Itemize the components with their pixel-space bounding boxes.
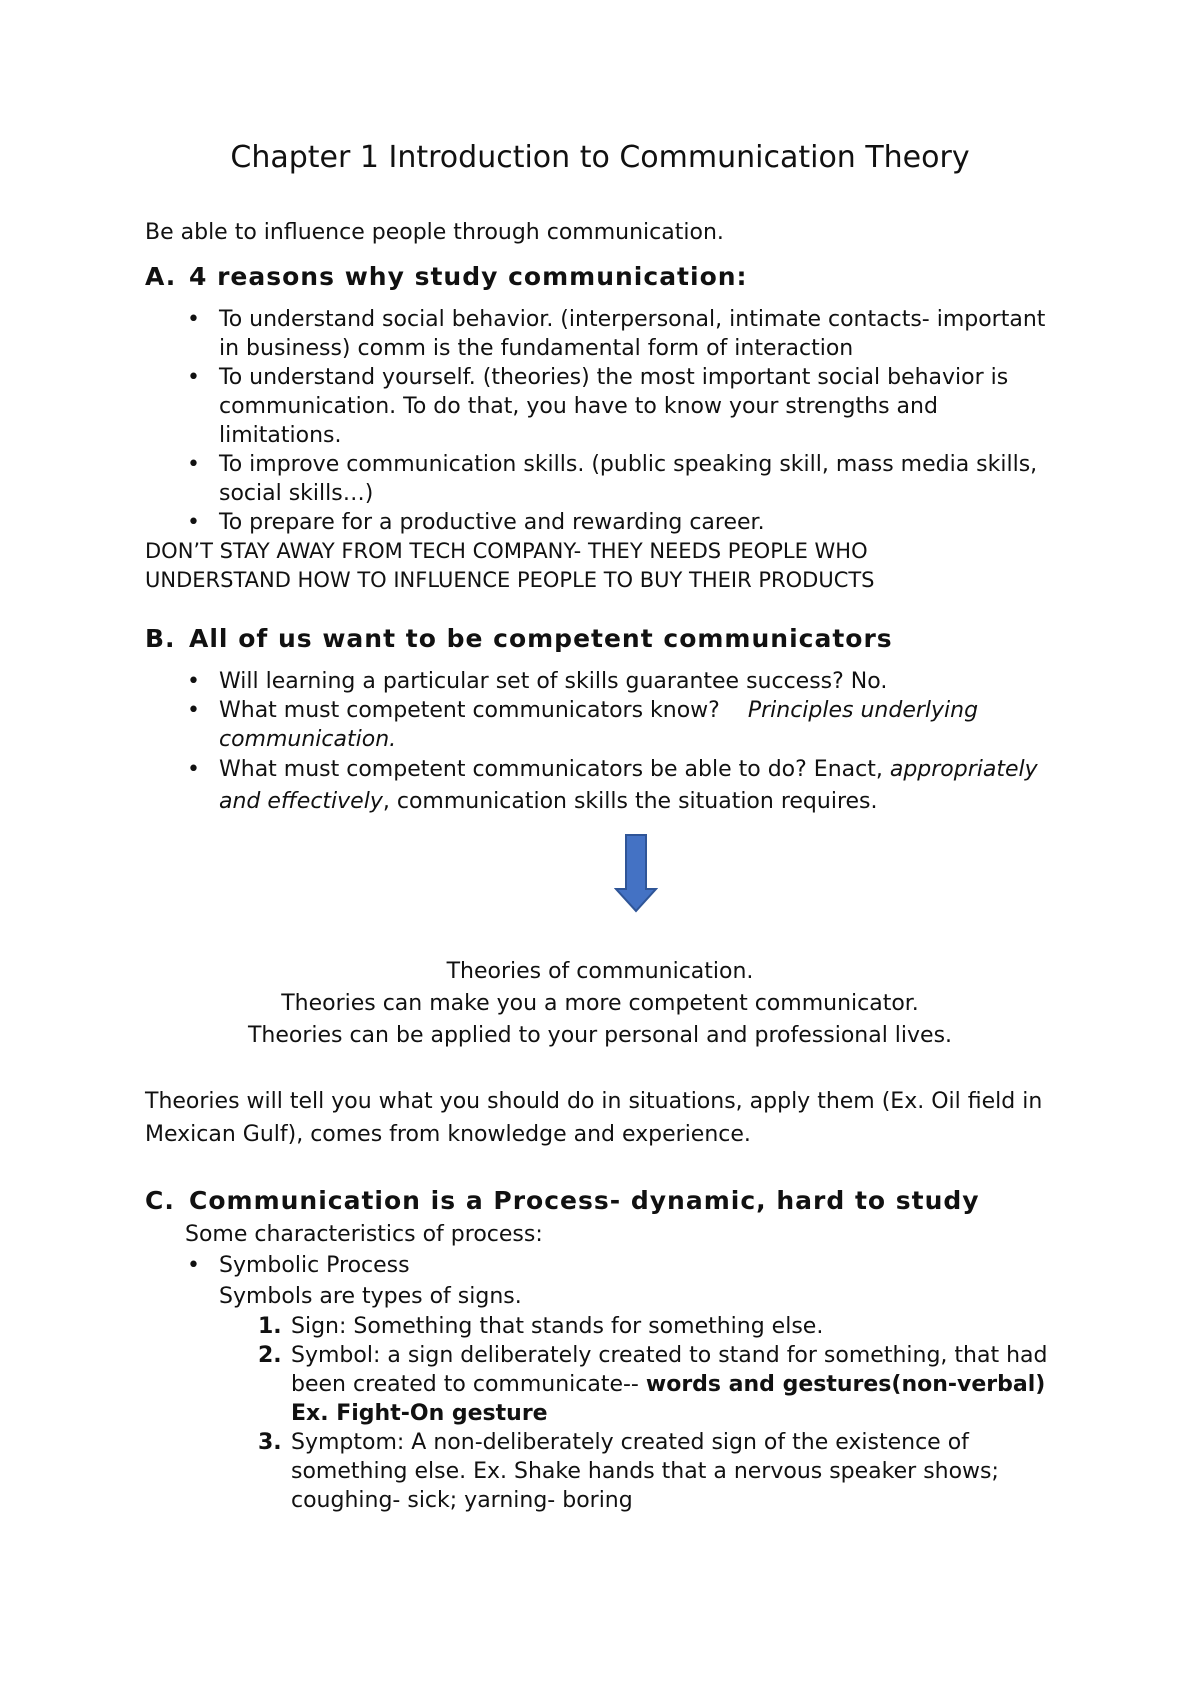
question-text: What must competent communicators be able to do? Enact,	[219, 757, 883, 782]
intro-text: Be able to influence people through communication.	[145, 220, 724, 245]
section-a-heading	[145, 262, 1065, 291]
list-item: • To prepare for a productive and rewarding career.	[145, 508, 1065, 537]
section-a-letter: A.	[145, 262, 177, 291]
question-text: What must competent communicators know?	[219, 698, 720, 723]
section-b	[145, 624, 1065, 818]
section-b-list	[145, 667, 1065, 818]
section-c-letter: C.	[145, 1186, 175, 1215]
item-text: Sign: Something that stands for something else.	[291, 1314, 824, 1339]
numbered-list	[145, 1312, 1085, 1515]
section-c-list	[145, 1250, 1085, 1312]
item-text: Symptom: A non-deliberately created sign of the existence of something else. Ex. Shake hands that a nervous speaker shows; coughing- sick; yarning- boring	[291, 1430, 999, 1513]
section-b-title: All of us want to be competent communicators	[189, 624, 893, 653]
theories-paragraph-block	[145, 1085, 1065, 1151]
section-a-list	[145, 305, 1065, 537]
section-c	[145, 1186, 1085, 1515]
rest-text: , communication skills the situation requires.	[382, 789, 878, 814]
caps-note-line-1: DON’T STAY AWAY FROM TECH COMPANY- THEY NEEDS PEOPLE WHO	[145, 539, 868, 563]
theories-paragraph: Theories will tell you what you should do in situations, apply them (Ex. Oil field in Mexican Gulf), comes from knowledge and experience.	[145, 1089, 1043, 1147]
list-item: • To improve communication skills. (public speaking skill, mass media skills, social skills…)	[145, 450, 1065, 508]
down-arrow-icon	[614, 833, 658, 913]
bullet-title: Symbolic Process	[219, 1253, 410, 1278]
caps-note-line-2: UNDERSTAND HOW TO INFLUENCE PEOPLE TO BUY THEIR PRODUCTS	[145, 568, 875, 592]
list-item: • Will learning a particular set of skills guarantee success? No.	[145, 667, 1065, 696]
section-b-heading	[145, 624, 1065, 653]
list-item	[145, 1428, 1085, 1515]
theories-line-2: Theories can make you a more competent communicator.	[281, 991, 919, 1016]
item-number: 1.	[258, 1314, 282, 1339]
list-item	[145, 1312, 1085, 1341]
list-item	[145, 696, 1065, 754]
section-c-title: Communication is a Process- dynamic, hard to study	[189, 1186, 980, 1215]
theories-line-3: Theories can be applied to your personal and professional lives.	[247, 1023, 953, 1048]
list-item	[145, 1250, 1085, 1312]
list-item	[145, 1341, 1085, 1428]
section-b-letter: B.	[145, 624, 176, 653]
list-item: • To understand social behavior. (interpersonal, intimate contacts- important in business) comm is the fundamental form of interaction	[145, 305, 1065, 363]
answer-text: Principles underlying communication.	[219, 698, 979, 752]
page-title: Chapter 1 Introduction to Communication Theory	[230, 140, 970, 175]
list-item	[145, 754, 1065, 818]
section-c-subtitle: Some characteristics of process:	[185, 1222, 543, 1247]
section-a-title: 4 reasons why study communication:	[189, 262, 748, 291]
section-a	[145, 262, 1065, 595]
item-number: 3.	[258, 1430, 282, 1455]
list-item: • To understand yourself. (theories) the most important social behavior is communication. To do that, you have to know your strengths and limitations.	[145, 363, 1065, 450]
item-text: Symbol: a sign deliberately created to stand for something, that had been created to communicate--	[291, 1343, 1048, 1397]
section-c-heading	[145, 1186, 1085, 1215]
item-number: 2.	[258, 1343, 282, 1368]
emphasis-text: appropriately and effectively	[219, 757, 1038, 814]
item-bold-text: words and gestures(non-verbal) Ex. Fight-On gesture	[291, 1372, 1046, 1426]
bullet-subtitle: Symbols are types of signs.	[219, 1284, 522, 1309]
theories-line-1: Theories of communication.	[446, 959, 754, 984]
